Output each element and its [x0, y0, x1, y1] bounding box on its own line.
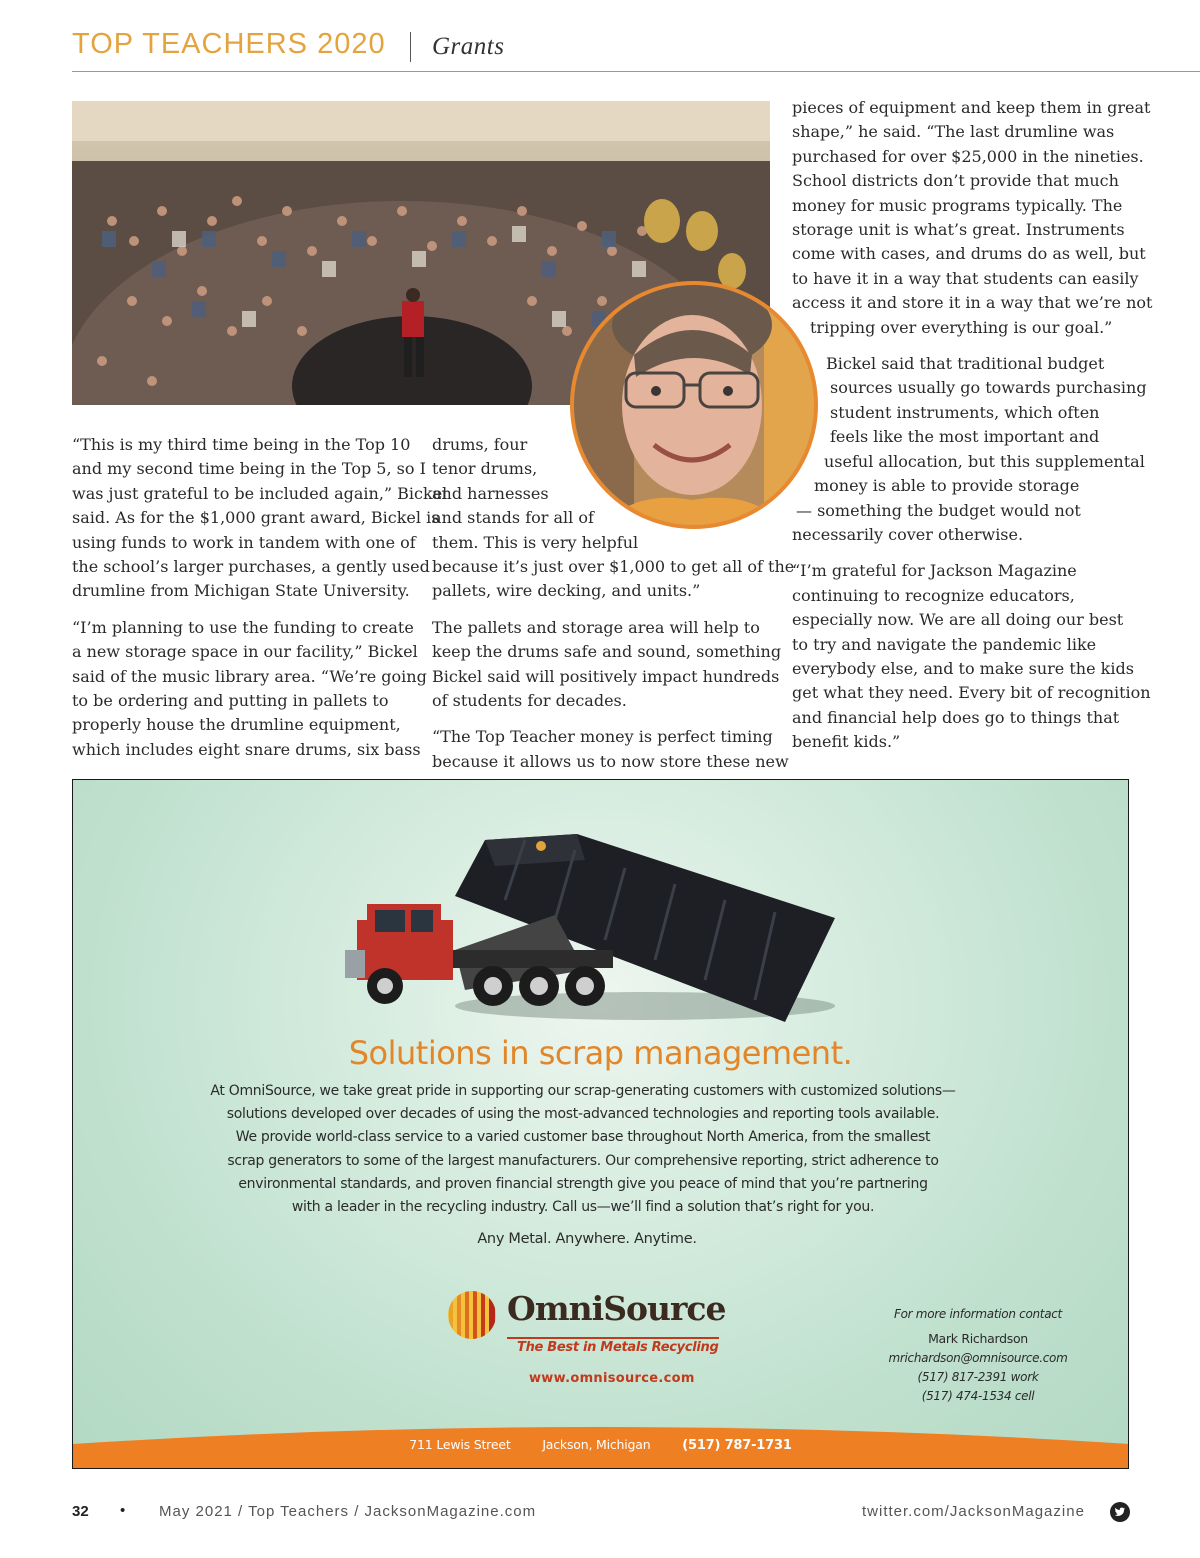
ad-body-text: At OmniSource, we take great pride in supporting our scrap-generating customers with customized solutions— solutions developed over decades of using the most-advanced technologies and reporting tools available. We provide world-class service to a varied customer base throughout North America, from the smallest scrap generators to some of the largest manufacturers. Our comprehensive reporting, strict adherence to environmental standards, and proven financial strength give you peace of mind that you’re partnering with a leader in the recycling industry. Call us—we’ll find a solution that’s right for you.: [210, 1083, 956, 1216]
contact-cell-phone: (517) 474-1534 cell: [921, 1389, 1035, 1403]
contact-email[interactable]: mrichardson@omnisource.com: [888, 1351, 1068, 1365]
paragraph: The pallets and storage area will help to keep the drums safe and sound, something Bickel said will positively impact hundreds of students for decades.: [432, 617, 782, 711]
ad-street: 711 Lewis Street: [409, 1437, 511, 1452]
logo-rule: [507, 1337, 719, 1339]
header-divider: [410, 32, 411, 62]
logo-slogan: The Best in Metals Recycling: [517, 1340, 719, 1355]
omnisource-logo-icon: [447, 1290, 497, 1340]
ad-phone: (517) 787-1731: [682, 1438, 792, 1453]
paragraph: “This is my third time being in the Top 10 and my second time being in the Top 5, so I was just grateful to be included again,” Bickel said. As for the $1,000 grant award, Bickel is using funds to work in tandem with one of the school’s larger purchases, a gently used drumline from Michigan State University.: [72, 435, 448, 601]
paragraph: “The Top Teacher money is perfect timing because it allows us to now store these new: [432, 727, 789, 771]
paragraph: “I’m planning to use the funding to create a new storage space in our facility,” Bickel said of the music library area. “We’re going to be ordering and putting in pallets to properly house the drumline equipment, which includes eight snare drums, six bass: [72, 617, 427, 759]
ad-contact-block: [863, 1307, 1093, 1406]
ad-website-link[interactable]: www.omnisource.com: [529, 1371, 695, 1386]
paragraph: “I’m grateful for Jackson Magazine continuing to recognize educators, especially now. We are all doing our best to try and navigate the pandemic like everybody else, and to make sure the kids get what they need. Every bit of recognition and financial help does go to things that benefit kids.”: [792, 561, 1151, 752]
ad-footer-address: [73, 1437, 1128, 1453]
page-header-title: TOP TEACHERS 2020: [72, 28, 386, 60]
contact-work-phone: (517) 817-2391 work: [917, 1370, 1039, 1384]
paragraph: Bickel said that traditional budget sources usually go towards purchasing student instruments, which often feels like the most important and useful allocation, but this supplemental money is able to provide storage — something the budget would not necessarily cover otherwise.: [792, 354, 1147, 544]
header-rule: [72, 71, 1200, 72]
twitter-icon[interactable]: [1110, 1502, 1130, 1522]
contact-name: Mark Richardson: [928, 1331, 1028, 1346]
page-number: 32: [72, 1503, 89, 1520]
ad-tagline: Any Metal. Anywhere. Anytime.: [477, 1231, 697, 1247]
footer-twitter-handle[interactable]: twitter.com/JacksonMagazine: [862, 1503, 1085, 1520]
paragraph: drums, four tenor drums, and harnesses and stands for all of them. This is very helpful because it’s just over $1,000 to get all of the pallets, wire decking, and units.”: [432, 435, 795, 601]
header-section-label: Grants: [432, 33, 505, 60]
ad-headline: Solutions in scrap management.: [348, 1034, 853, 1072]
rolloff-truck-image: [345, 800, 865, 1040]
teacher-portrait: [570, 281, 818, 529]
article-column-3: [792, 96, 1153, 767]
footer-bullet: •: [120, 1502, 126, 1519]
paragraph: pieces of equipment and keep them in great shape,” he said. “The last drumline was purchased for over $25,000 in the nineties. School districts don’t provide that much money for music programs typically. The storage unit is what’s great. Instruments come with cases, and drums do as well, but to have it in a way that students can easily access it and store it in a way that we’re not tripping over everything is our goal.”: [792, 98, 1153, 337]
omnisource-logo-name: OmniSource: [507, 1289, 726, 1328]
omnisource-advertisement: [72, 779, 1129, 1469]
article-column-1: [72, 433, 448, 774]
footer-issue-info: May 2021 / Top Teachers / JacksonMagazine.com: [159, 1503, 537, 1520]
ad-city: Jackson, Michigan: [542, 1437, 651, 1452]
contact-intro: For more information contact: [894, 1307, 1062, 1321]
